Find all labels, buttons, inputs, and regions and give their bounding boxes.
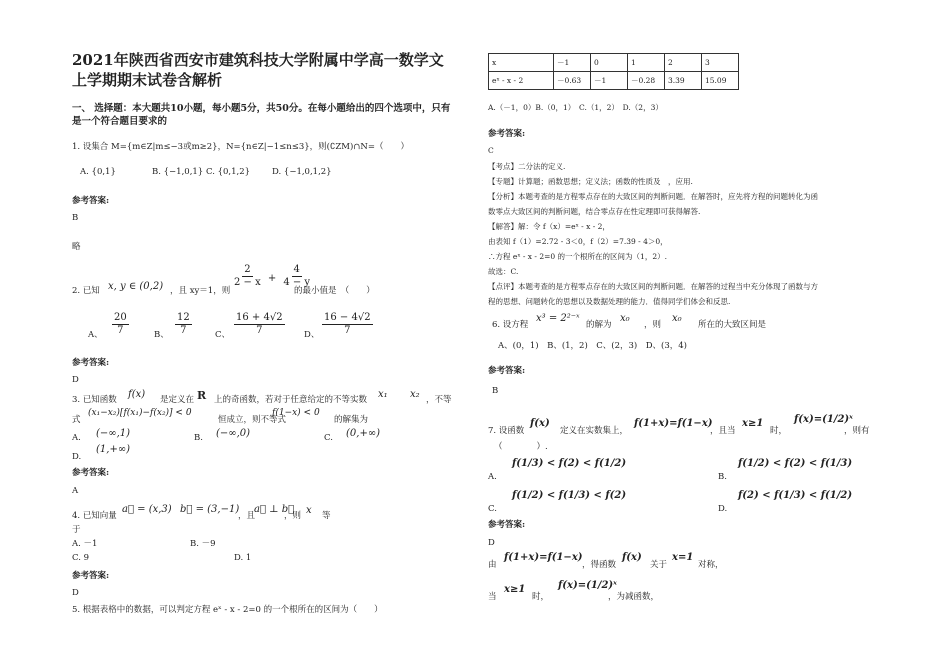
- q5-value-table: [488, 53, 739, 90]
- table-cell: eˣ - x - 2: [489, 72, 554, 90]
- q6-mid2: ，则: [644, 320, 662, 330]
- q4-line1b: ，且: [238, 511, 256, 521]
- q2-answer-heading: 参考答案:: [72, 358, 110, 368]
- q5-answer: C: [488, 146, 494, 155]
- q3-line2b: 恒成立，则不等式: [218, 415, 287, 425]
- q7-exp2d: ，为减函数，: [608, 592, 660, 602]
- q2-prefix: 2. 已知: [72, 286, 100, 296]
- q7-exp1-x: x=1: [672, 552, 694, 563]
- q7-opt-b: f(1/2) < f(2) < f(1/3): [738, 458, 853, 469]
- q7-symmetry: f(1+x)=f(1−x): [634, 418, 713, 429]
- q6-x0b: x₀: [672, 313, 682, 324]
- q2-frac2-num: 4: [293, 264, 300, 275]
- q7-opt-d-label: D.: [718, 504, 728, 514]
- page-title: 2021年陕西省西安市建筑科技大学附属中学高一数学文上学期期末试卷含解析: [72, 51, 444, 89]
- q5-exp-line: 【分析】本题考查的是方程零点存在的大致区间的判断问题．在解答时，应先将方程的问题转化为函: [488, 192, 818, 201]
- q2-option-b: $\frac{12}{7}$: [177, 312, 190, 336]
- q3-line1a: 3. 已知函数: [72, 395, 117, 405]
- q7-opt-a-label: A.: [488, 472, 497, 482]
- q3-answer-heading: 参考答案:: [72, 468, 110, 478]
- table-cell: －0.63: [554, 72, 591, 90]
- q3-line1b: 是定义在: [160, 395, 195, 405]
- table-row: [489, 54, 739, 72]
- q4-x: x: [306, 505, 312, 516]
- q1-answer-heading: 参考答案:: [72, 196, 110, 206]
- q7-opt-d: f(2) < f(1/3) < f(1/2): [738, 490, 853, 501]
- table-cell: 15.09: [702, 72, 739, 90]
- q7-answer-heading: 参考答案:: [488, 520, 526, 530]
- q6-x0: x₀: [620, 313, 630, 324]
- q3-inequality: (x₁−x₂)[f(x₁)−f(x₂)] < 0: [88, 408, 192, 418]
- q7-exp1-f: f(x): [622, 552, 642, 563]
- q3-R: R: [197, 389, 207, 402]
- q2-mid: ，且 xy＝1，则: [170, 286, 231, 296]
- q3-opt-b-label: B.: [194, 433, 203, 443]
- q4-option-a: A. －1: [72, 539, 98, 549]
- q4-option-c: C. 9: [72, 553, 90, 563]
- q7-exp1d: 对称，: [698, 560, 724, 570]
- table-cell: －1: [554, 54, 591, 72]
- q4-option-d: D. 1: [234, 553, 252, 563]
- q6-mid: 的解为: [586, 320, 612, 330]
- q6-answer-heading: 参考答案:: [488, 366, 526, 376]
- q3-x2: x₂: [410, 389, 420, 400]
- q2-option-c: $\frac{16 + 4√2}{7}$: [236, 312, 283, 336]
- q4-line2: 于: [72, 525, 81, 535]
- q6-options: A、(0，1) B、(1，2) C、(2，3) D、(3，4): [498, 341, 687, 351]
- q1-stem: 1. 设集合 M={m∈Z|m≤−3或m≥2}，N={n∈Z|−1≤n≤3}，则(∁ZM)∩N=（ ）: [72, 142, 409, 152]
- table-cell: 1: [628, 54, 665, 72]
- q2-option-b-label: B、: [154, 330, 169, 340]
- q6-answer: B: [492, 386, 499, 396]
- q2-option-a-label: A、: [88, 330, 103, 340]
- q4-vector-a: a⃗ = (x,3): [122, 504, 172, 515]
- q3-answer: A: [72, 486, 79, 496]
- q1-option-c: C. {0,1,2}: [206, 167, 251, 177]
- q3-opt-a-label: A.: [72, 433, 81, 443]
- q4-answer: D: [72, 588, 79, 598]
- table-cell: 2: [665, 54, 702, 72]
- q6-suffix: 所在的大致区间是: [698, 320, 767, 330]
- q5-exp-line: 由表知 f（1）=2.72 - 3＜0，f（2）=7.39 - 4＞0，: [488, 237, 668, 246]
- q4-answer-heading: 参考答案:: [72, 571, 110, 581]
- q7-exp1b: ，得函数: [582, 560, 617, 570]
- q4-line1c: ，则: [284, 511, 302, 521]
- q4-line1d: 等: [322, 511, 331, 521]
- q7-condition: x≥1: [742, 418, 764, 429]
- q5-exp-line: 故选：C.: [488, 267, 519, 276]
- table-cell: 0: [591, 54, 628, 72]
- table-row: [489, 72, 739, 90]
- q3-opt-d-label: D.: [72, 452, 82, 462]
- q5-exp-line: 【专题】计算题；函数思想；定义法；函数的性质及 ，应用.: [488, 177, 693, 186]
- q7-definition: f(x)=(1/2)ˣ: [794, 414, 853, 425]
- q3-opt-c-label: C.: [324, 433, 333, 443]
- q2-frac1-num: 2: [244, 264, 251, 275]
- q7-answer: D: [488, 538, 495, 548]
- q7-exp1c: 关于: [650, 560, 668, 570]
- q2-answer: D: [72, 375, 79, 385]
- q7-opt-b-label: B.: [718, 472, 727, 482]
- q1-note: 略: [72, 242, 81, 252]
- table-cell: －1: [591, 72, 628, 90]
- q7-exp2-f: f(x)=(1/2)ˣ: [558, 580, 617, 591]
- section-heading: 一、 选择题：本大题共10小题，每小题5分，共50分。在每小题给出的四个选项中，只有是一个符合题目要求的: [72, 103, 451, 127]
- q2-option-a: $\frac{20}{7}$: [114, 312, 127, 336]
- q2-frac2-den: 4 − y: [283, 277, 311, 288]
- q7-mid: 定义在实数集上，: [560, 426, 629, 436]
- q7-paren: （ ）.: [494, 442, 548, 452]
- q3-fx: f(x): [128, 389, 146, 400]
- q1-option-d: D. {−1,0,1,2}: [272, 167, 332, 177]
- q2-frac1-den: 2 − x: [234, 277, 261, 288]
- q5-answer-heading: 参考答案:: [488, 129, 526, 139]
- q7-exp1a: 由: [488, 560, 497, 570]
- q7-exp2b: 时，: [532, 592, 550, 602]
- q3-opt-b: (−∞,0): [216, 428, 251, 439]
- q5-exp-line: 【考点】二分法的定义.: [488, 162, 566, 171]
- q5-exp-line: 数零点大致区间的判断问题，结合零点存在性定理即可获得解答.: [488, 207, 701, 216]
- q7-mid2: ，且当: [710, 426, 736, 436]
- q3-opt-a: (−∞,1): [96, 428, 131, 439]
- q2-expression: $\frac{2}{2 - x}$ + $\frac{4}{4 - y}$: [234, 264, 311, 288]
- q7-opt-c-label: C.: [488, 504, 497, 514]
- q5-exp-line: 【解答】解：令 f（x）=eˣ - x - 2，: [488, 222, 610, 231]
- q2-suffix: 的最小值是 （ ）: [294, 286, 375, 296]
- q7-exp2-cond: x≥1: [504, 584, 526, 595]
- q6-equation: x³ = 2²⁻ˣ: [536, 313, 580, 324]
- q5-stem: 5. 根据表格中的数据，可以判定方程 eˣ - x - 2=0 的一个根所在的区间为（ ）: [72, 605, 383, 615]
- q5-options: A.（－1，0）B.（0，1） C.（1，2） D.（2，3）: [488, 103, 663, 112]
- q7-exp2a: 当: [488, 592, 497, 602]
- q4-line1a: 4. 已知向量: [72, 511, 117, 521]
- q4-perp: a⃗ ⊥ b⃗: [254, 504, 295, 515]
- q3-opt-c: (0,+∞): [346, 428, 381, 439]
- q5-exp-line: ∴方程 eˣ - x - 2=0 的一个根所在的区间为（1，2）.: [488, 252, 667, 261]
- q3-line1d: ，不等: [426, 395, 452, 405]
- q2-condition: x, y ∈ (0,2): [108, 281, 164, 292]
- table-cell: 3.39: [665, 72, 702, 90]
- q7-fx: f(x): [530, 418, 550, 429]
- q2-option-c-label: C、: [215, 330, 231, 340]
- q3-line2c: 的解集为: [334, 415, 369, 425]
- q3-line1c: 上的奇函数，若对于任意给定的不等实数: [214, 395, 368, 405]
- table-cell: 3: [702, 54, 739, 72]
- q2-option-d: $\frac{16 - 4√2}{7}$: [324, 312, 371, 336]
- q4-option-b: B. －9: [190, 539, 216, 549]
- q3-line2a: 式: [72, 415, 81, 425]
- q1-option-b: B. {−1,0,1}: [152, 167, 204, 177]
- q5-exp-line: 【点评】本题考查的是方程零点存在的大致区间的判断问题．在解答的过程当中充分体现了函数与方: [488, 282, 818, 291]
- q1-option-a: A. {0,1}: [80, 167, 116, 177]
- table-cell: －0.28: [628, 72, 665, 90]
- q1-answer: B: [72, 213, 79, 223]
- q4-vector-b: b⃗ = (3,−1): [180, 504, 240, 515]
- q5-exp-line: 程的思想、问题转化的思想以及数据处理的能力．值得同学们体会和反思.: [488, 297, 731, 306]
- q6-prefix: 6. 设方程: [492, 320, 529, 330]
- q2-option-d-label: D、: [304, 330, 320, 340]
- q7-opt-c: f(1/2) < f(1/3) < f(2): [512, 490, 627, 501]
- q7-exp1-eq: f(1+x)=f(1−x): [504, 552, 583, 563]
- q7-mid3: 时，: [770, 426, 788, 436]
- q3-inequality2: f(1−x) < 0: [272, 408, 320, 418]
- table-cell: x: [489, 54, 554, 72]
- q7-opt-a: f(1/3) < f(2) < f(1/2): [512, 458, 627, 469]
- q7-prefix: 7. 设函数: [488, 426, 525, 436]
- q3-opt-d: (1,+∞): [96, 444, 131, 455]
- q3-x1: x₁: [378, 389, 388, 400]
- q7-suffix: ，则有: [844, 426, 870, 436]
